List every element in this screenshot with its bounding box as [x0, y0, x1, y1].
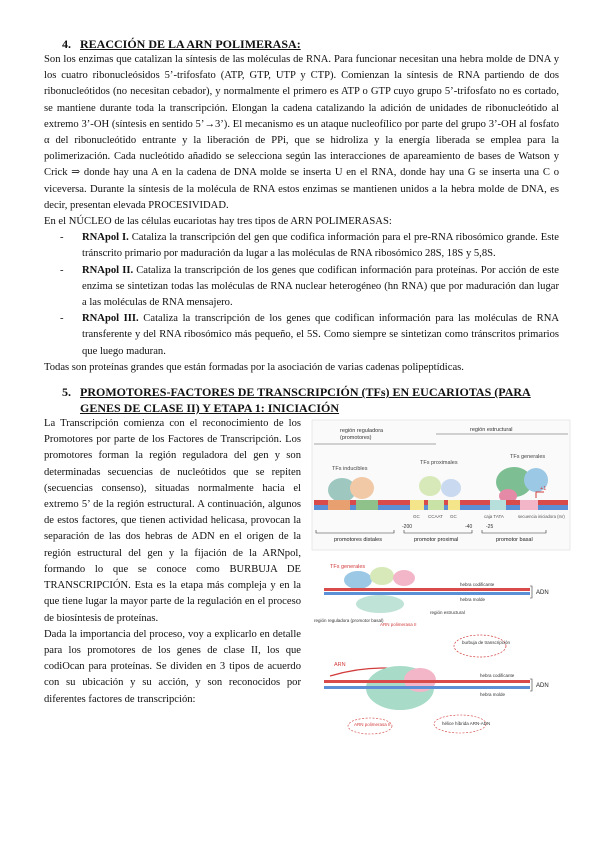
label-mid-hebra-molde: hebra molde: [460, 597, 486, 603]
label-pos-40: -40: [465, 524, 473, 531]
mid-coding-strand: [324, 588, 530, 591]
label-bot-adn: ADN: [536, 683, 549, 690]
polymerase-description: Cataliza la transcripción de los genes que codifican información para proteínas. Por acción de este enzima se sintetizan todas las moléculas de RNA nuclear heterogéneo (hn RNA) que por maduración dan lugar a las moléculas de RNA mensajero.: [82, 264, 559, 309]
label-plus-one: +1: [540, 486, 547, 493]
section-4-intro: Son los enzimas que catalizan la síntesis de las moléculas de RNA. Para funcionar necesitan una hebra molde de DNA y los cuatro ribonucleósidos 5’-trifosfato (ATP, GTP, UTP y CTP). Comienzan la síntesis de RNA partiendo de dos ribonucleótidos (no necesitan cebador), y normalmente el primero es ATP o GTP cuyo grupo 5’-trifosfato no es cortado, se mantiene durante toda la transcripción. Elongan la cadena catalizando la adición de unidades de ribonucleótido al extremo 3’-OH (síntesis en sentido 5’→3’). El mecanismo es un ataque nucleofílico por parte del grupo 3’-OH al fosfato α del ribonucleótido entrante y la liberación de PPi, que se hidroliza y la energía liberada se emplea para la polimerización. Cada nucleótido añadido se selecciona según las interacciones de apareamiento de bases de Watson y Crick ⇒ donde hay una A en la cadena de DNA molde se inserta U en el RNA, donde hay una G se inserta una C o viceversa. Durante la síntesis de la molécula de RNA estos enzimas se mantienen unidos a la hebra molde de DNA, es decir, presentan elevada PROCESIVIDAD.: [44, 54, 559, 211]
label-gc-left: GC: [413, 514, 420, 520]
bullet-dash: -: [60, 232, 64, 244]
section-5-para-1: La Transcripción comienza con el reconocimiento de los Promotores por parte de los Factores de Transcripción. Los promotores forman la región reguladora del gen y son determinadas secuencias de nucleótidos que se repiten (secuencias consenso), situadas normalmente hacia el extremo 5’ de la región estructural. A continuación, algunos de estos factores, que tienen actividad helicasa, provocan la separación de las dos hebras de ADN en el origen de la región estructural del gen y la fijación de la ARNpol, formando lo que se conoce como BURBUJA DE TRANSCRIPCIÓN. Esta es la etapa más compleja y en la que tiene lugar la mayor parte de la regulación en el proceso de biosíntesis de proteínas.: [44, 418, 301, 624]
mid-tf-blob: [344, 571, 372, 589]
label-mid-arn-pol: ARN polimerasa II: [380, 622, 417, 628]
label-burbuja: burbuja de transcripción: [462, 640, 511, 646]
mid-polymerase-blob: [356, 595, 404, 613]
label-tfs-generales: TFs generales: [510, 454, 546, 461]
mid-tf-blob: [393, 570, 415, 586]
label-mid-hebra-cod: hebra codificante: [460, 582, 495, 588]
label-tata: caja TATA: [484, 514, 504, 520]
distal-element: [328, 500, 350, 510]
label-pos-200: -200: [402, 524, 413, 531]
label-promotor-proximal: promotor proximal: [414, 537, 459, 544]
section-5-text: [44, 416, 301, 708]
list-item: [44, 311, 559, 360]
label-mid-region-est: región estructural: [430, 610, 465, 616]
tata-box: [490, 500, 506, 510]
section-5-number: 5.: [62, 385, 71, 400]
label-promotores-distales: promotores distales: [334, 537, 382, 544]
label-promotor-basal: promotor basal: [496, 537, 533, 544]
section-5-body: [44, 416, 565, 796]
section-4-title: REACCIÓN DE LA ARN POLIMERASA:: [80, 37, 301, 51]
section-4-nucleus-line: En el NÚCLEO de las células eucariotas hay tres tipos de ARN POLIMERASAS:: [44, 216, 392, 228]
polymerase-name: RNApol II.: [82, 264, 134, 276]
label-caat: CCAAT: [428, 514, 443, 520]
section-5-para-2: Dada la importancia del proceso, voy a explicarlo en detalle para los promotores de los genes de clase II, los que codiOcan para proteínas. Se dividen en 3 tipos de acuerdo con su ubicación y su acción, y son reconocidos por diferentes factores de transcripción:: [44, 628, 301, 705]
label-mid-region-reg: región reguladora (promotor basal): [314, 618, 384, 624]
label-gc-right: GC: [450, 514, 457, 520]
label-bot-hebra-cod: hebra codificante: [480, 673, 515, 679]
bullet-dash: -: [60, 264, 64, 276]
document-page: [44, 36, 565, 796]
gc-box: [410, 500, 424, 510]
bot-coding-strand: [324, 680, 530, 683]
initiator-box: [520, 500, 538, 510]
bot-adn-bracket: [530, 679, 532, 691]
tf-inducible-blob: [350, 477, 374, 499]
label-tfs-inducibles: TFs inducibles: [332, 466, 368, 473]
list-item: [44, 263, 559, 312]
bullet-dash: -: [60, 313, 64, 325]
label-region-estructural: región estructural: [470, 427, 513, 434]
polymerase-description: Cataliza la transcripción de los genes que codifican información para las moléculas de RNA transferente y del RNA ribosómico más pequeño, el 5S. Como siempre se sintetizan como tránscritos primarios que luego maduran.: [82, 313, 559, 357]
section-4-number: 4.: [62, 37, 71, 51]
mid-template-strand: [324, 592, 530, 595]
promoter-diagram: [310, 418, 572, 788]
label-mid-tfs-generales: TFs generales: [330, 564, 366, 571]
section-5-heading: [44, 384, 559, 416]
section-5-title: PROMOTORES-FACTORES DE TRANSCRIPCIÓN (TFs) EN EUCARIOTAS (PARA GENES DE CLASE II) Y ETAPA 1: INICIACIÓN: [80, 385, 531, 416]
label-tfs-proximales: TFs proximales: [420, 460, 458, 467]
mid-adn-bracket: [530, 586, 532, 598]
caat-box: [428, 500, 444, 510]
polymerase-list: [44, 230, 559, 360]
label-region-reguladora: región reguladora: [340, 428, 384, 435]
bubble-callout: [454, 635, 506, 657]
label-bot-hebra-molde: hebra molde: [480, 692, 506, 698]
label-pos-25: -25: [486, 524, 494, 531]
polymerase-description: Cataliza la transcripción del gen que codifica información para el pre-RNA ribosómico grande. Este tránscrito primario por maduración da lugar a las moléculas de RNA ribosómico 28S, 18S y 5,8S.: [82, 232, 559, 260]
label-arn: ARN: [334, 662, 346, 669]
label-promotores: (promotores): [340, 435, 372, 442]
mid-tf-blob: [370, 567, 394, 585]
label-inr: secuencia iniciadora (Inr): [518, 514, 565, 520]
section-4-closing: Todas son proteínas grandes que están formadas por la asociación de varias cadenas polipeptídicas.: [44, 361, 464, 373]
list-item: [44, 230, 559, 262]
polymerase-name: RNApol III.: [82, 313, 139, 325]
label-mid-adn: ADN: [536, 590, 549, 597]
tf-proximal-blob: [441, 479, 461, 497]
distal-element: [356, 500, 378, 510]
bot-template-strand: [324, 686, 530, 689]
label-helice: hélice híbrida ARN-ADN: [442, 721, 491, 727]
polymerase-name: RNApol I.: [82, 232, 129, 244]
section-4-heading: [44, 36, 559, 52]
tf-proximal-blob: [419, 476, 441, 496]
label-bot-arn-pol: ARN polimerasa II: [354, 722, 391, 728]
gc-box: [448, 500, 460, 510]
